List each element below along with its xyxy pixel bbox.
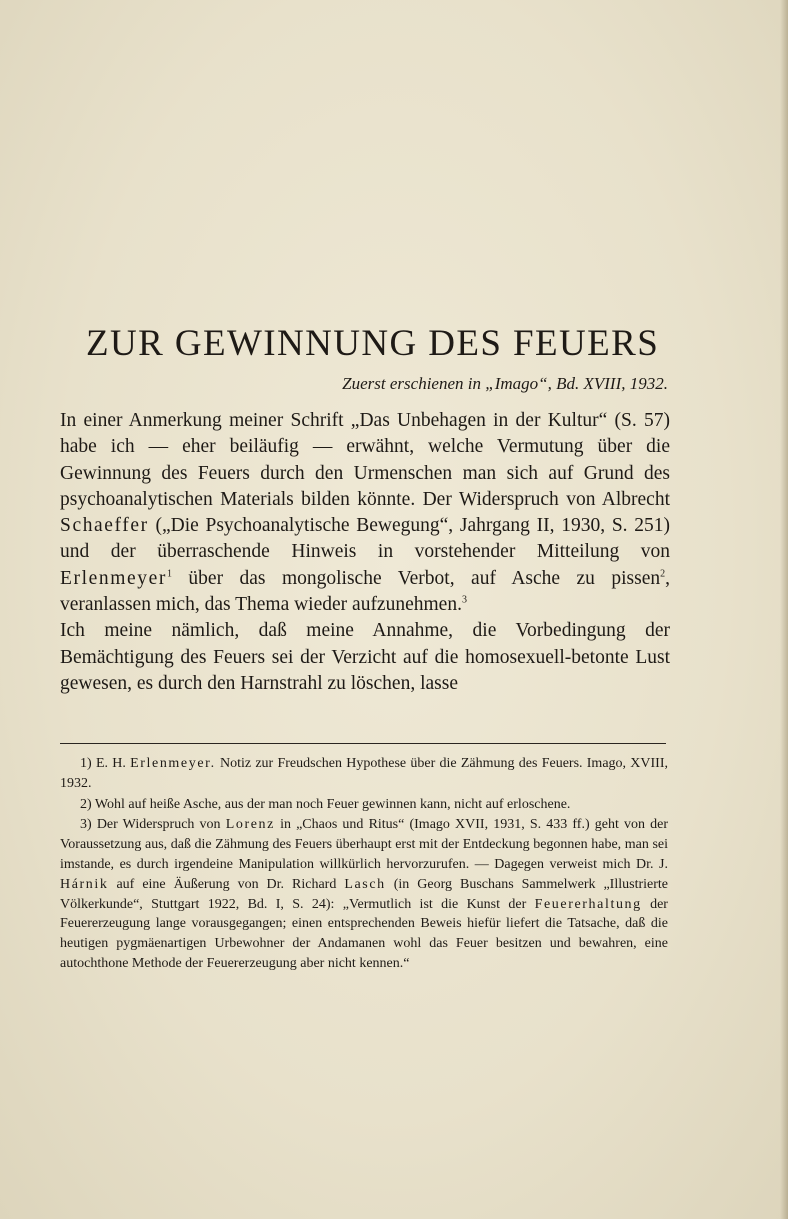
footnote-1 bbox=[60, 754, 668, 794]
footnote-2-number: 2) bbox=[80, 796, 92, 812]
paragraph-1-part-2: („Die Psychoanalytische Bewegung“, Jahrgang II, 1930, S. 251) und der überraschende Hinweis in vorstehender Mitteilung von bbox=[60, 515, 670, 563]
publication-note-suffix: , Bd. XVIII, 1932. bbox=[547, 374, 668, 393]
footnote-3-part-2: in „Chaos und Ritus“ (Imago XVII, 1931, S. 433 ff.) geht von der Voraussetzung aus, daß die Zähmung des Feuers überhaupt erst mit der Entdeckung begonnen habe, man sei imstande, es durch irgendeine Manipulation willkürlich hervorzurufen. — Dagegen verweist mich Dr. J. bbox=[60, 817, 669, 872]
footnote-3-part-4: (in Georg Buschans Sammelwerk „Illustrierte Völkerkunde“, Stuttgart 1922, Bd. I, S. 24): „Vermutlich ist die Kunst der bbox=[60, 876, 668, 912]
publication-note-prefix: Zuerst erschienen in bbox=[342, 374, 486, 393]
footnote-1-prefix: E. H. bbox=[95, 756, 131, 771]
footnote-3-part-5: der Feuererzeugung lange vorausgegangen; einen entsprechenden Beweis hiefür liefert die Tatsache, daß die heutigen pygmäenartigen Urbewohner der Andamanen wohl das Feuer besitzen und bewahren, eine autochthone Methode der Feuererzeugung aber nicht kennen.“ bbox=[60, 896, 668, 971]
footnotes bbox=[60, 754, 668, 975]
paragraph-1 bbox=[60, 408, 670, 618]
footnote-3 bbox=[60, 815, 668, 973]
footnote-1-number: 1) bbox=[80, 756, 92, 771]
footnote-ref-2: 2 bbox=[660, 568, 666, 580]
author-name-harnik: Hárnik bbox=[60, 876, 109, 892]
footnote-ref-1: 1 bbox=[166, 568, 172, 580]
footnote-3-number: 3) bbox=[80, 817, 92, 833]
footnote-1-text: Notiz zur Freudschen Hypothese über die Zähmung des Feuers. Imago, XVIII, 1932. bbox=[60, 756, 668, 791]
author-name-schaeffer: Schaeffer bbox=[60, 515, 149, 537]
footnote-1-author: Erlenmeyer. bbox=[130, 756, 216, 771]
chapter-title: ZUR GEWINNUNG DES FEUERS bbox=[86, 323, 660, 364]
publication-note-journal: „Imago“ bbox=[485, 374, 548, 393]
footnote-2 bbox=[60, 795, 668, 815]
paragraph-1-part-1: In einer Anmerkung meiner Schrift „Das Unbehagen in der Kultur“ (S. 57) habe ich — eher beiläufig — erwähnt, welche Vermutung über die Gewinnung des Feuers durch den Urmenschen man sich auf Grund des psychoanalytischen Materials bilden könnte. Der Widerspruch von Albrecht bbox=[60, 410, 670, 510]
page-edge-shadow bbox=[780, 0, 788, 1219]
footnote-ref-3: 3 bbox=[461, 594, 467, 606]
footnote-divider bbox=[60, 743, 666, 744]
main-text bbox=[60, 408, 670, 697]
author-name-lorenz: Lorenz bbox=[225, 817, 275, 833]
paragraph-1-part-4: , veranlassen mich, das Thema wieder aufzunehmen. bbox=[60, 567, 670, 616]
publication-note bbox=[240, 373, 668, 395]
author-name-erlenmeyer: Erlenmeyer bbox=[60, 567, 167, 589]
footnote-2-text: Wohl auf heiße Asche, aus der man noch Feuer gewinnen kann, nicht auf erloschene. bbox=[94, 796, 571, 812]
footnote-3-part-1: Der Widerspruch von bbox=[96, 817, 226, 833]
author-name-lasch: Lasch bbox=[344, 876, 386, 892]
paragraph-2: Ich meine nämlich, daß meine Annahme, die Vorbedingung der Bemächtigung des Feuers sei der Verzicht auf die homosexuell-betonte Lust gewesen, es durch den Harnstrahl zu löschen, lasse bbox=[60, 620, 670, 694]
term-feuererhaltung: Feuererhaltung bbox=[534, 896, 642, 912]
paragraph-1-part-3: über das mongolische Verbot, auf Asche zu pissen bbox=[171, 567, 661, 589]
footnote-3-part-3: auf eine Äußerung von Dr. Richard bbox=[108, 876, 345, 892]
